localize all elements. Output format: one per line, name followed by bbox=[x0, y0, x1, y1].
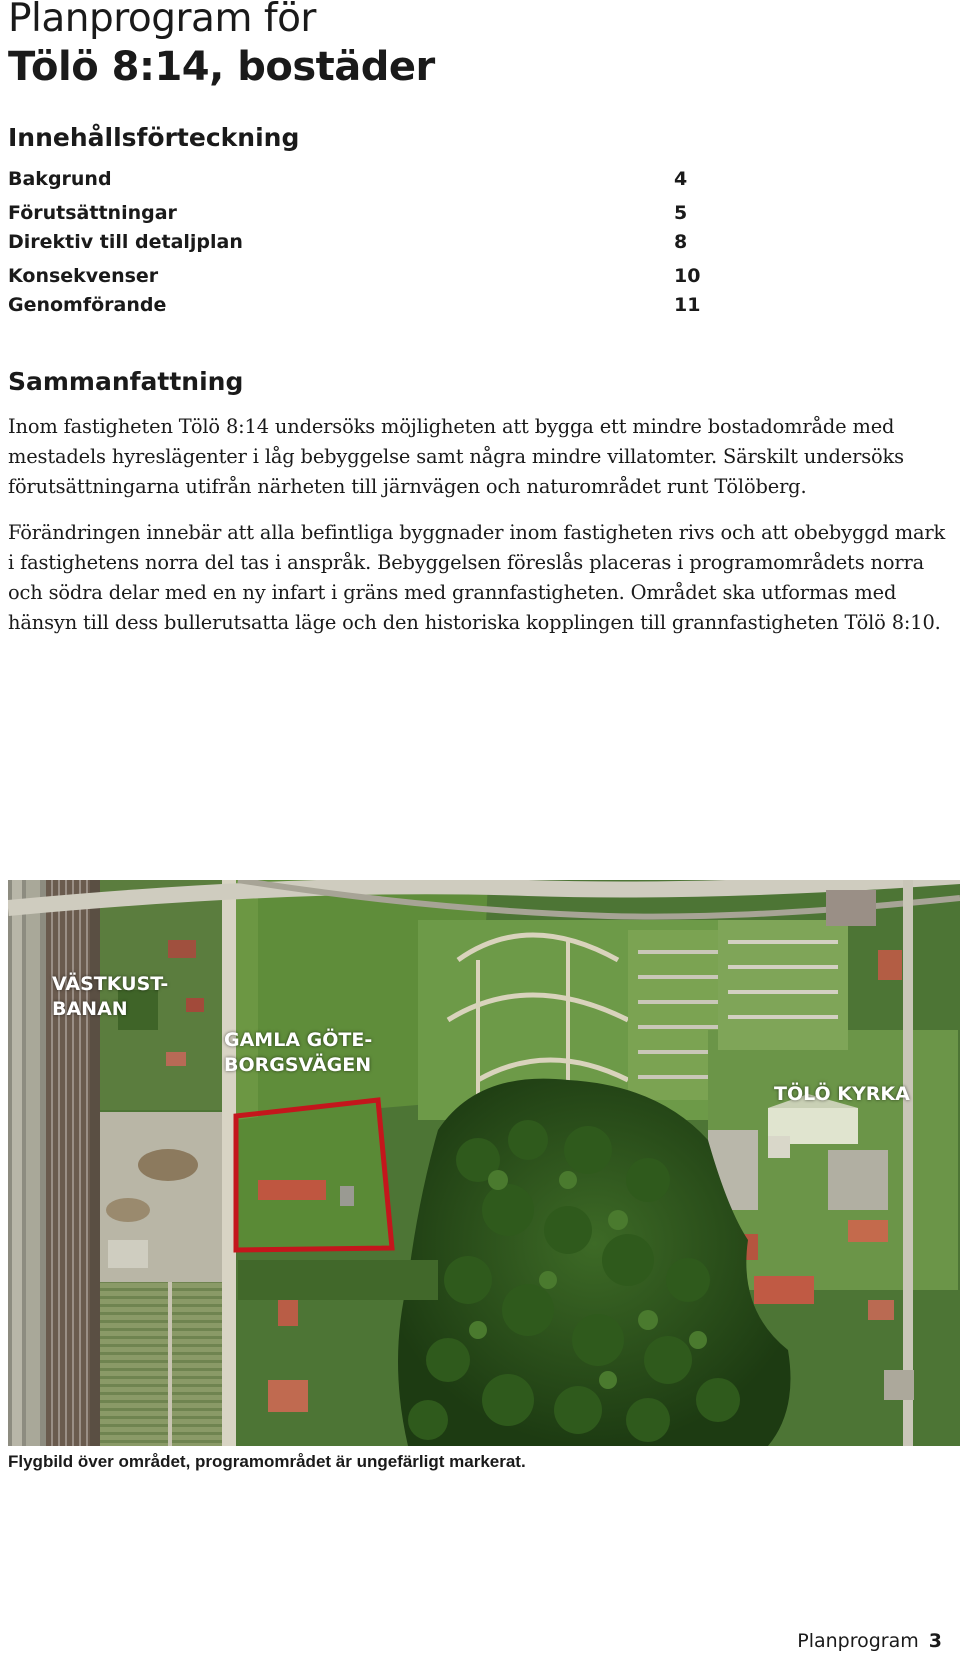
toc-item-genomforande[interactable] bbox=[8, 292, 701, 318]
toc-item-page: 10 bbox=[674, 265, 701, 287]
toc-item-page: 8 bbox=[674, 231, 688, 253]
map-label-vastkustbanan bbox=[52, 972, 168, 1022]
map-label-text: TÖLÖ KYRKA bbox=[774, 1083, 910, 1105]
toc-item-label: Förutsättningar bbox=[8, 202, 177, 224]
toc-item-page: 11 bbox=[674, 294, 701, 316]
toc-heading: Innehållsförteckning bbox=[8, 123, 300, 152]
page-footer bbox=[797, 1630, 942, 1652]
document-title: Tölö 8:14, bostäder bbox=[8, 44, 435, 90]
toc-item-label: Bakgrund bbox=[8, 168, 112, 190]
map-label-text: VÄSTKUST- BANAN bbox=[52, 973, 169, 1020]
toc-item-bakgrund[interactable] bbox=[8, 166, 698, 192]
toc-item-label: Genomförande bbox=[8, 294, 167, 316]
toc-item-page: 4 bbox=[674, 168, 688, 190]
toc-item-page: 5 bbox=[674, 202, 688, 224]
summary-heading: Sammanfattning bbox=[8, 367, 244, 396]
toc-item-direktiv[interactable] bbox=[8, 229, 698, 255]
map-label-tolo-kyrka bbox=[774, 1082, 910, 1107]
footer-label: Planprogram bbox=[797, 1630, 919, 1652]
toc-item-konsekvenser[interactable] bbox=[8, 263, 701, 289]
summary-paragraph-2: Förändringen innebär att alla befintliga byggnader inom fastigheten rivs och att obebyggd mark i fastighetens norra del tas i anspråk. Bebyggelsen föreslås placeras i programområdets norra och södra delar med en ny infart i gräns med grannfastigheten. Området ska utformas med hänsyn till dess bullerutsatta läge och den historiska kopplingen till grannfastigheten Tölö 8:10. bbox=[8, 521, 946, 634]
aerial-photo bbox=[8, 880, 960, 1446]
toc-item-forutsattningar[interactable] bbox=[8, 200, 698, 226]
aerial-map bbox=[8, 880, 960, 1446]
toc-item-label: Direktiv till detaljplan bbox=[8, 231, 243, 253]
map-label-text: GAMLA GÖTE- BORGSVÄGEN bbox=[224, 1029, 373, 1076]
map-label-gamla-goteborgsvagen bbox=[224, 1028, 372, 1078]
document-pretitle: Planprogram för bbox=[8, 0, 316, 41]
summary-paragraph-1: Inom fastigheten Tölö 8:14 undersöks möjligheten att bygga ett mindre bostadområde med mestadels hyreslägenter i låg bebyggelse samt några mindre villatomter. Särskilt undersöks förutsättningarna utifrån närheten till järnvägen och naturområdet runt Tölöberg. bbox=[8, 415, 904, 498]
toc-item-label: Konsekvenser bbox=[8, 265, 159, 287]
map-caption: Flygbild över området, programområdet är ungefärligt markerat. bbox=[8, 1452, 526, 1471]
footer-page-number: 3 bbox=[928, 1630, 942, 1652]
